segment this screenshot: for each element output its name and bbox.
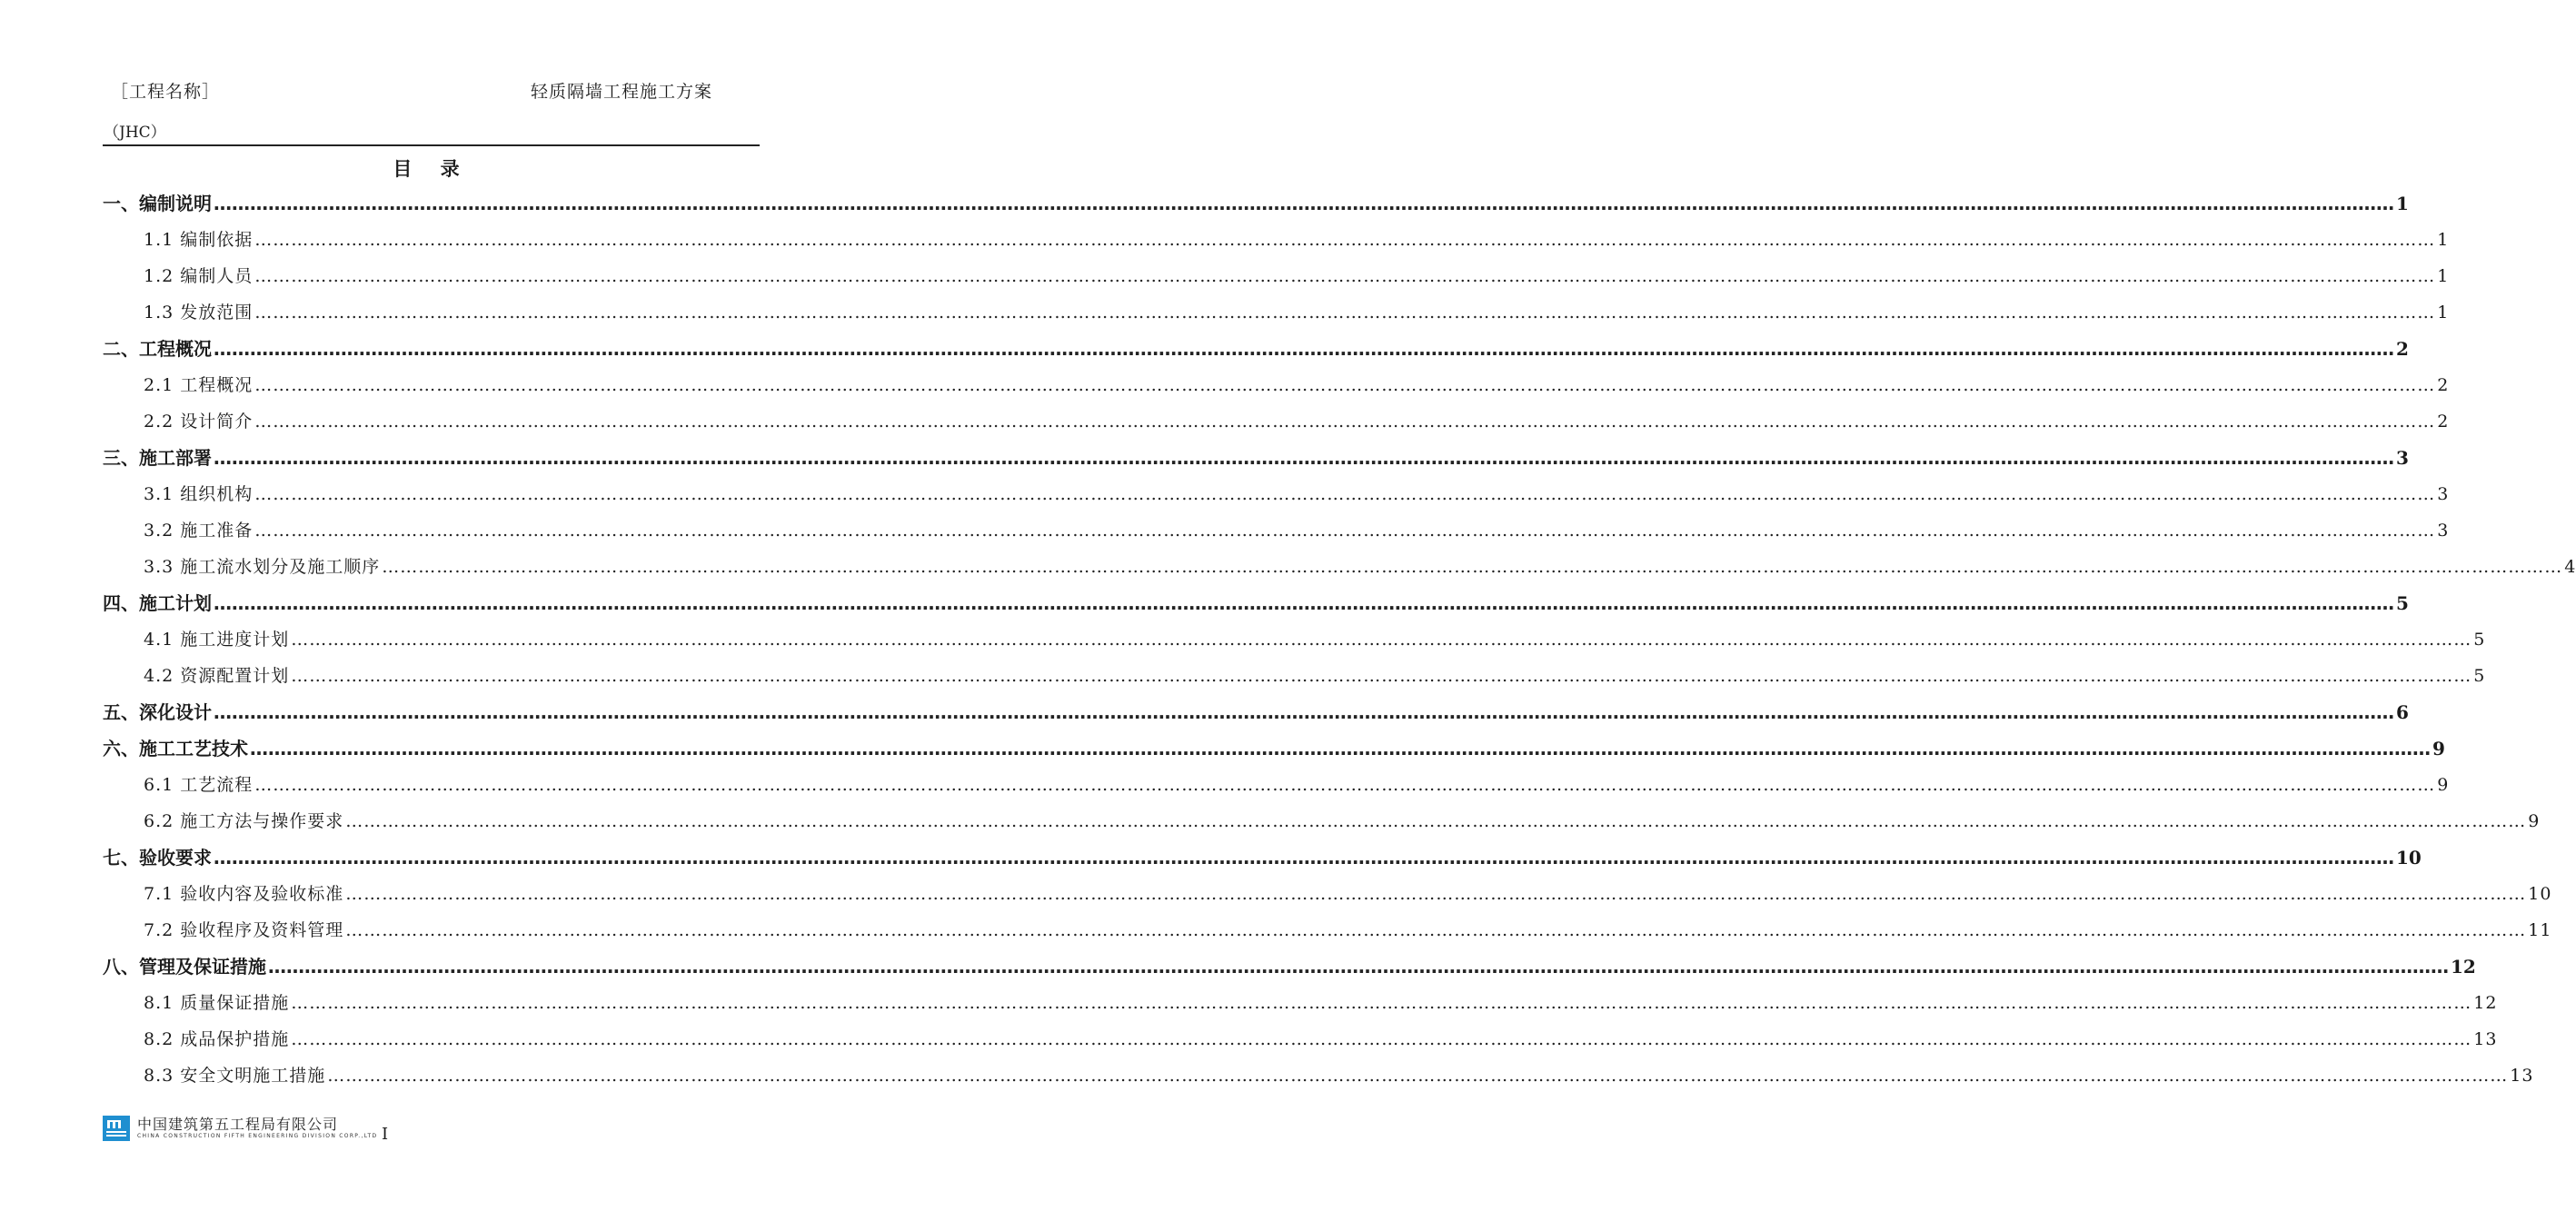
toc-entry-label: 3.3 施工流水划分及施工顺序 [144,557,381,577]
toc-entry-label: 8.1 质量保证措施 [144,993,290,1013]
toc-dot-leader: ……………………………………………………………………………………………………………………………………………………………………………………………………………………………………………………………………………………………………………………………… [254,484,2436,504]
header-code: （JHC） [104,124,166,142]
toc-subsection-entry[interactable] [103,876,2552,912]
toc-dot-leader: ……………………………………………………………………………………………………………………………………………………………………………………………………………………………………………………………………………………………………………………………… [254,521,2436,541]
toc-dot-leader: ……………………………………………………………………………………………………………………………………………………………………………………………………………………………………………………………………………………………………………………………… [250,738,2431,759]
toc-entry-label: 二、工程概况 [103,338,212,360]
toc-entry-label: 3.1 组织机构 [144,484,254,504]
toc-title: 目 录 [393,158,471,180]
toc-dot-leader: ……………………………………………………………………………………………………………………………………………………………………………………………………………………………………………………………………………………………………………………………… [254,303,2436,323]
toc-dot-leader: ……………………………………………………………………………………………………………………………………………………………………………………………………………………………………………………………………………………………………………………………… [345,884,2527,904]
toc-entry-page: 2 [2437,375,2450,395]
toc-entry-label: 六、施工工艺技术 [103,738,248,759]
toc-dot-leader: ……………………………………………………………………………………………………………………………………………………………………………………………………………………………………………………………………………………………………………………………… [345,920,2527,940]
toc-dot-leader: ……………………………………………………………………………………………………………………………………………………………………………………………………………………………………………………………………………………………………………………………… [327,1066,2509,1086]
toc-entry-label: 一、编制说明 [103,193,212,214]
toc-subsection-entry[interactable] [103,403,2450,440]
toc-dot-leader: ……………………………………………………………………………………………………………………………………………………………………………………………………………………………………………………………………………………………………………………………… [214,847,2394,869]
toc-subsection-entry[interactable] [103,985,2498,1021]
toc-entry-page: 1 [2437,266,2450,286]
header-project-name: ［工程名称］ [111,82,221,102]
toc-entry-page: 2 [2396,338,2409,360]
toc-entry-label: 2.2 设计简介 [144,412,254,432]
toc-entry-page: 1 [2437,303,2450,323]
toc-entry-label: 1.1 编制依据 [144,230,254,250]
toc-dot-leader: ……………………………………………………………………………………………………………………………………………………………………………………………………………………………………………………………………………………………………………………………… [382,557,2563,577]
toc-entry-page: 3 [2437,521,2450,541]
toc-subsection-entry[interactable] [103,1021,2498,1057]
toc-entry-label: 五、深化设计 [103,701,212,723]
toc-entry-page: 1 [2396,193,2409,214]
footer-company-name: 中国建筑第五工程局有限公司 [137,1116,339,1133]
toc-entry-page: 13 [2510,1066,2534,1086]
toc-subsection-entry[interactable] [103,912,2552,948]
toc-dot-leader: ……………………………………………………………………………………………………………………………………………………………………………………………………………………………………………………………………………………………………………………………… [291,630,2472,650]
toc-entry-label: 八、管理及保证措施 [103,956,266,978]
toc-dot-leader: ……………………………………………………………………………………………………………………………………………………………………………………………………………………………………………………………………………………………………………………………… [254,266,2436,286]
toc-entry-label: 2.1 工程概况 [144,375,254,395]
toc-entry-label: 三、施工部署 [103,447,212,469]
toc-section-entry[interactable] [103,585,2409,621]
toc-entry-label: 四、施工计划 [103,592,212,614]
toc-entry-label: 1.2 编制人员 [144,266,254,286]
toc-dot-leader: ……………………………………………………………………………………………………………………………………………………………………………………………………………………………………………………………………………………………………………………………… [214,592,2394,614]
toc-section-entry[interactable] [103,730,2445,767]
toc-section-entry[interactable] [103,331,2409,367]
toc-entry-page: 3 [2437,484,2450,504]
toc-entry-page: 9 [2437,775,2450,795]
table-of-contents [103,185,2576,1094]
toc-dot-leader: ……………………………………………………………………………………………………………………………………………………………………………………………………………………………………………………………………………………………………………………………… [214,338,2394,360]
toc-entry-label: 4.1 施工进度计划 [144,630,290,650]
toc-subsection-entry[interactable] [103,803,2541,839]
toc-dot-leader: ……………………………………………………………………………………………………………………………………………………………………………………………………………………………………………………………………………………………………………………………… [345,811,2527,831]
header-document-title: 轻质隔墙工程施工方案 [531,82,713,102]
toc-entry-page: 4 [2564,557,2576,577]
toc-entry-page: 3 [2396,447,2409,469]
toc-subsection-entry[interactable] [103,367,2450,403]
toc-dot-leader: ……………………………………………………………………………………………………………………………………………………………………………………………………………………………………………………………………………………………………………………………… [254,230,2436,250]
toc-entry-page: 5 [2396,592,2409,614]
footer-company-name-en: CHINA CONSTRUCTION FIFTH ENGINEERING DIVISION CORP.,LTD [137,1133,378,1139]
toc-entry-label: 8.3 安全文明施工措施 [144,1066,326,1086]
toc-section-entry[interactable] [103,948,2476,985]
toc-entry-page: 12 [2473,993,2498,1013]
toc-dot-leader: ……………………………………………………………………………………………………………………………………………………………………………………………………………………………………………………………………………………………………………………………… [291,993,2472,1013]
toc-dot-leader: ……………………………………………………………………………………………………………………………………………………………………………………………………………………………………………………………………………………………………………………………… [214,701,2394,723]
toc-entry-page: 10 [2396,847,2422,869]
toc-subsection-entry[interactable] [103,258,2450,294]
toc-entry-page: 10 [2528,884,2552,904]
toc-dot-leader: ……………………………………………………………………………………………………………………………………………………………………………………………………………………………………………………………………………………………………………………………… [254,775,2436,795]
toc-subsection-entry[interactable] [103,658,2486,694]
toc-entry-page: 5 [2473,666,2486,686]
toc-entry-label: 8.2 成品保护措施 [144,1029,290,1049]
toc-entry-label: 7.1 验收内容及验收标准 [144,884,344,904]
toc-entry-label: 3.2 施工准备 [144,521,254,541]
toc-subsection-entry[interactable] [103,767,2450,803]
toc-entry-page: 9 [2528,811,2541,831]
toc-dot-leader: ……………………………………………………………………………………………………………………………………………………………………………………………………………………………………………………………………………………………………………………………… [254,375,2436,395]
toc-entry-page: 13 [2473,1029,2498,1049]
toc-entry-label: 4.2 资源配置计划 [144,666,290,686]
toc-entry-page: 5 [2473,630,2486,650]
toc-entry-page: 12 [2451,956,2476,978]
toc-dot-leader: ……………………………………………………………………………………………………………………………………………………………………………………………………………………………………………………………………………………………………………………………… [214,447,2394,469]
toc-entry-label: 6.2 施工方法与操作要求 [144,811,344,831]
toc-entry-page: 9 [2432,738,2445,759]
toc-entry-label: 1.3 发放范围 [144,303,254,323]
toc-entry-page: 11 [2528,920,2552,940]
toc-entry-page: 2 [2437,412,2450,432]
toc-entry-label: 6.1 工艺流程 [144,775,254,795]
toc-section-entry[interactable] [103,694,2409,730]
footer-page-number: I [382,1125,389,1144]
toc-dot-leader: ……………………………………………………………………………………………………………………………………………………………………………………………………………………………………………………………………………………………………………………………… [268,956,2449,978]
header-divider [103,144,760,146]
toc-dot-leader: ……………………………………………………………………………………………………………………………………………………………………………………………………………………………………………………………………………………………………………………………… [214,193,2394,214]
toc-dot-leader: ……………………………………………………………………………………………………………………………………………………………………………………………………………………………………………………………………………………………………………………………… [291,1029,2472,1049]
toc-subsection-entry[interactable] [103,476,2450,512]
toc-section-entry[interactable] [103,185,2409,222]
toc-subsection-entry[interactable] [103,549,2576,585]
toc-entry-label: 七、验收要求 [103,847,212,869]
toc-subsection-entry[interactable] [103,294,2450,331]
cscec-logo-icon [103,1116,130,1141]
toc-entry-label: 7.2 验收程序及资料管理 [144,920,344,940]
toc-dot-leader: ……………………………………………………………………………………………………………………………………………………………………………………………………………………………………………………………………………………………………………………………… [254,412,2436,432]
toc-entry-page: 6 [2396,701,2409,723]
toc-subsection-entry[interactable] [103,512,2450,549]
toc-subsection-entry[interactable] [103,621,2486,658]
toc-subsection-entry[interactable] [103,1057,2534,1094]
toc-subsection-entry[interactable] [103,222,2450,258]
toc-entry-page: 1 [2437,230,2450,250]
toc-dot-leader: ……………………………………………………………………………………………………………………………………………………………………………………………………………………………………………………………………………………………………………………………… [291,666,2472,686]
toc-section-entry[interactable] [103,440,2409,476]
toc-section-entry[interactable] [103,839,2422,876]
